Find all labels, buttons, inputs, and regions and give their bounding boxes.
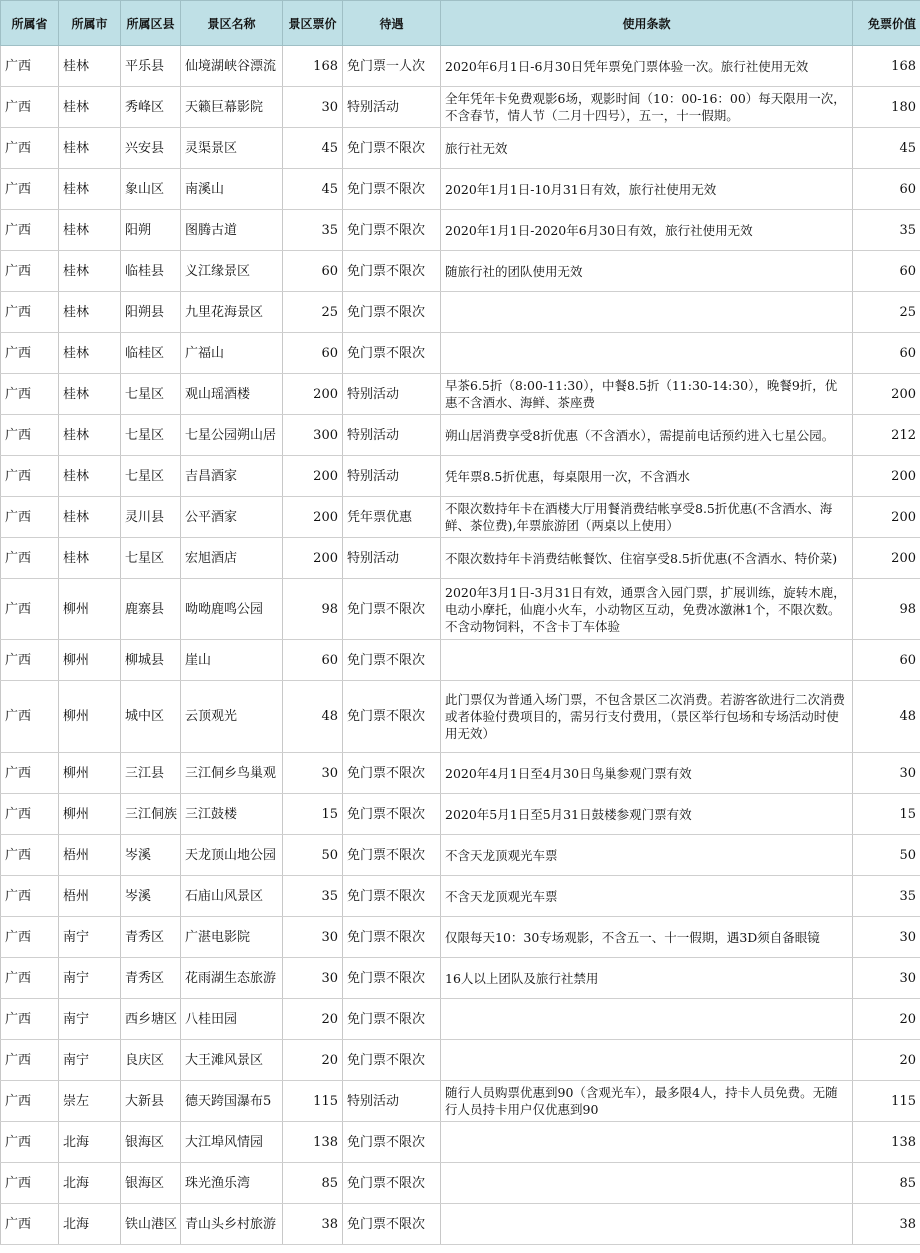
cell-ticket-price: 35 — [283, 210, 343, 251]
cell-benefit: 免门票不限次 — [343, 794, 441, 835]
cell-city: 柳州 — [59, 640, 121, 681]
cell-ticket-price: 60 — [283, 333, 343, 374]
cell-scenic-name: 花雨湖生态旅游 — [181, 958, 283, 999]
cell-terms: 朔山居消费享受8折优惠（不含酒水），需提前电话预约进入七星公园。 — [441, 415, 853, 456]
header-province: 所属省 — [1, 1, 59, 46]
table-row — [1, 46, 920, 87]
cell-free-value: 60 — [853, 169, 920, 210]
cell-province: 广西 — [1, 87, 59, 128]
cell-scenic-name: 石庙山风景区 — [181, 876, 283, 917]
cell-terms — [441, 1040, 853, 1081]
cell-district: 大新县 — [121, 1081, 181, 1122]
cell-free-value: 60 — [853, 251, 920, 292]
table-row — [1, 1204, 920, 1245]
header-benefit: 待遇 — [343, 1, 441, 46]
cell-terms: 2020年5月1日至5月31日鼓楼参观门票有效 — [441, 794, 853, 835]
cell-district: 阳朔县 — [121, 292, 181, 333]
cell-city: 桂林 — [59, 374, 121, 415]
cell-free-value: 20 — [853, 1040, 920, 1081]
cell-ticket-price: 20 — [283, 999, 343, 1040]
cell-benefit: 免门票不限次 — [343, 169, 441, 210]
cell-city: 梧州 — [59, 835, 121, 876]
cell-free-value: 200 — [853, 497, 920, 538]
cell-scenic-name: 七星公园朔山居 — [181, 415, 283, 456]
cell-province: 广西 — [1, 958, 59, 999]
cell-ticket-price: 45 — [283, 128, 343, 169]
cell-district: 西乡塘区 — [121, 999, 181, 1040]
cell-benefit: 免门票不限次 — [343, 292, 441, 333]
cell-ticket-price: 20 — [283, 1040, 343, 1081]
cell-ticket-price: 30 — [283, 958, 343, 999]
cell-terms: 随旅行社的团队使用无效 — [441, 251, 853, 292]
cell-district: 临桂区 — [121, 333, 181, 374]
table-row — [1, 958, 920, 999]
cell-district: 兴安县 — [121, 128, 181, 169]
cell-scenic-name: 灵渠景区 — [181, 128, 283, 169]
cell-scenic-name: 公平酒家 — [181, 497, 283, 538]
cell-district: 青秀区 — [121, 917, 181, 958]
cell-city: 桂林 — [59, 251, 121, 292]
cell-free-value: 35 — [853, 876, 920, 917]
cell-scenic-name: 九里花海景区 — [181, 292, 283, 333]
cell-benefit: 免门票不限次 — [343, 753, 441, 794]
cell-district: 柳城县 — [121, 640, 181, 681]
cell-district: 城中区 — [121, 681, 181, 753]
cell-scenic-name: 义江缘景区 — [181, 251, 283, 292]
cell-terms — [441, 999, 853, 1040]
cell-province: 广西 — [1, 999, 59, 1040]
table-row — [1, 1040, 920, 1081]
cell-terms: 2020年4月1日至4月30日鸟巢参观门票有效 — [441, 753, 853, 794]
cell-scenic-name: 仙境湖峡谷漂流 — [181, 46, 283, 87]
table-row — [1, 169, 920, 210]
cell-terms: 16人以上团队及旅行社禁用 — [441, 958, 853, 999]
cell-terms — [441, 1122, 853, 1163]
cell-district: 岑溪 — [121, 835, 181, 876]
cell-terms: 2020年1月1日-10月31日有效，旅行社使用无效 — [441, 169, 853, 210]
cell-benefit: 免门票一人次 — [343, 46, 441, 87]
cell-benefit: 免门票不限次 — [343, 681, 441, 753]
cell-benefit: 免门票不限次 — [343, 917, 441, 958]
cell-ticket-price: 300 — [283, 415, 343, 456]
cell-city: 柳州 — [59, 753, 121, 794]
cell-city: 桂林 — [59, 497, 121, 538]
cell-district: 象山区 — [121, 169, 181, 210]
cell-free-value: 35 — [853, 210, 920, 251]
cell-district: 平乐县 — [121, 46, 181, 87]
cell-city: 桂林 — [59, 87, 121, 128]
cell-benefit: 免门票不限次 — [343, 128, 441, 169]
cell-ticket-price: 30 — [283, 87, 343, 128]
cell-terms: 仅限每天10：30专场观影，不含五一、十一假期，遇3D须自备眼镜 — [441, 917, 853, 958]
cell-ticket-price: 168 — [283, 46, 343, 87]
cell-free-value: 168 — [853, 46, 920, 87]
cell-district: 七星区 — [121, 374, 181, 415]
cell-scenic-name: 南溪山 — [181, 169, 283, 210]
cell-free-value: 180 — [853, 87, 920, 128]
cell-ticket-price: 200 — [283, 374, 343, 415]
cell-terms: 不限次数持年卡消费结帐餐饮、住宿享受8.5折优惠(不含酒水、特价菜) — [441, 538, 853, 579]
cell-province: 广西 — [1, 876, 59, 917]
table-row — [1, 999, 920, 1040]
cell-free-value: 30 — [853, 753, 920, 794]
cell-district: 三江县 — [121, 753, 181, 794]
cell-free-value: 25 — [853, 292, 920, 333]
cell-benefit: 免门票不限次 — [343, 876, 441, 917]
cell-terms — [441, 640, 853, 681]
table-row — [1, 579, 920, 640]
cell-district: 银海区 — [121, 1163, 181, 1204]
cell-free-value: 30 — [853, 917, 920, 958]
cell-benefit: 免门票不限次 — [343, 210, 441, 251]
cell-province: 广西 — [1, 538, 59, 579]
cell-scenic-name: 观山瑶酒楼 — [181, 374, 283, 415]
cell-free-value: 38 — [853, 1204, 920, 1245]
cell-province: 广西 — [1, 128, 59, 169]
cell-free-value: 138 — [853, 1122, 920, 1163]
cell-scenic-name: 吉昌酒家 — [181, 456, 283, 497]
table-row — [1, 456, 920, 497]
table-row — [1, 374, 920, 415]
cell-province: 广西 — [1, 415, 59, 456]
cell-scenic-name: 三江侗乡鸟巢观 — [181, 753, 283, 794]
cell-terms — [441, 292, 853, 333]
cell-province: 广西 — [1, 46, 59, 87]
table-row — [1, 497, 920, 538]
cell-ticket-price: 48 — [283, 681, 343, 753]
table-row — [1, 210, 920, 251]
cell-terms: 凭年票8.5折优惠，每桌限用一次，不含酒水 — [441, 456, 853, 497]
cell-province: 广西 — [1, 292, 59, 333]
cell-city: 桂林 — [59, 210, 121, 251]
cell-district: 临桂县 — [121, 251, 181, 292]
cell-free-value: 30 — [853, 958, 920, 999]
cell-scenic-name: 大江埠风情园 — [181, 1122, 283, 1163]
cell-scenic-name: 崖山 — [181, 640, 283, 681]
table-row — [1, 753, 920, 794]
cell-scenic-name: 天龙顶山地公园 — [181, 835, 283, 876]
cell-terms: 2020年6月1日-6月30日凭年票免门票体验一次。旅行社使用无效 — [441, 46, 853, 87]
cell-free-value: 60 — [853, 640, 920, 681]
cell-district: 三江侗族 — [121, 794, 181, 835]
cell-ticket-price: 15 — [283, 794, 343, 835]
cell-province: 广西 — [1, 497, 59, 538]
cell-ticket-price: 38 — [283, 1204, 343, 1245]
cell-terms: 随行人员购票优惠到90（含观光车），最多限4人，持卡人员免费。无随行人员持卡用户仅优惠到90 — [441, 1081, 853, 1122]
table-row — [1, 835, 920, 876]
cell-city: 南宁 — [59, 1040, 121, 1081]
cell-city: 桂林 — [59, 292, 121, 333]
cell-terms: 不含天龙顶观光车票 — [441, 876, 853, 917]
table-row — [1, 87, 920, 128]
cell-terms — [441, 1204, 853, 1245]
cell-district: 鹿寨县 — [121, 579, 181, 640]
cell-province: 广西 — [1, 169, 59, 210]
cell-benefit: 免门票不限次 — [343, 958, 441, 999]
cell-province: 广西 — [1, 794, 59, 835]
table-row — [1, 917, 920, 958]
cell-free-value: 15 — [853, 794, 920, 835]
cell-city: 北海 — [59, 1163, 121, 1204]
cell-city: 桂林 — [59, 46, 121, 87]
cell-province: 广西 — [1, 333, 59, 374]
cell-benefit: 特别活动 — [343, 87, 441, 128]
cell-ticket-price: 50 — [283, 835, 343, 876]
cell-ticket-price: 138 — [283, 1122, 343, 1163]
cell-city: 北海 — [59, 1122, 121, 1163]
table-row — [1, 292, 920, 333]
cell-benefit: 特别活动 — [343, 1081, 441, 1122]
cell-province: 广西 — [1, 681, 59, 753]
cell-city: 桂林 — [59, 415, 121, 456]
cell-scenic-name: 广湛电影院 — [181, 917, 283, 958]
cell-province: 广西 — [1, 1122, 59, 1163]
table-row — [1, 681, 920, 753]
table-row — [1, 640, 920, 681]
cell-benefit: 免门票不限次 — [343, 999, 441, 1040]
cell-province: 广西 — [1, 1040, 59, 1081]
table-row — [1, 1081, 920, 1122]
table-row — [1, 538, 920, 579]
cell-ticket-price: 200 — [283, 497, 343, 538]
cell-ticket-price: 30 — [283, 753, 343, 794]
cell-province: 广西 — [1, 374, 59, 415]
cell-terms: 不限次数持年卡在酒楼大厅用餐消费结帐享受8.5折优惠(不含酒水、海鲜、茶位费),年票旅游团（两桌以上使用） — [441, 497, 853, 538]
cell-benefit: 免门票不限次 — [343, 1122, 441, 1163]
cell-province: 广西 — [1, 210, 59, 251]
header-free-value: 免票价值 — [853, 1, 920, 46]
cell-terms: 早茶6.5折（8:00-11:30），中餐8.5折（11:30-14:30），晚餐9折，优惠不含酒水、海鲜、茶座费 — [441, 374, 853, 415]
cell-district: 秀峰区 — [121, 87, 181, 128]
cell-terms: 全年凭年卡免费观影6场，观影时间（10：00-16：00）每天限用一次，不含春节，情人节（二月十四号），五一，十一假期。 — [441, 87, 853, 128]
cell-scenic-name: 珠光渔乐湾 — [181, 1163, 283, 1204]
cell-district: 七星区 — [121, 456, 181, 497]
cell-scenic-name: 德天跨国瀑布5 — [181, 1081, 283, 1122]
cell-free-value: 45 — [853, 128, 920, 169]
cell-ticket-price: 30 — [283, 917, 343, 958]
cell-city: 南宁 — [59, 958, 121, 999]
cell-scenic-name: 三江鼓楼 — [181, 794, 283, 835]
table-row — [1, 794, 920, 835]
cell-scenic-name: 广福山 — [181, 333, 283, 374]
cell-ticket-price: 60 — [283, 251, 343, 292]
cell-province: 广西 — [1, 1081, 59, 1122]
cell-city: 柳州 — [59, 681, 121, 753]
cell-scenic-name: 呦呦鹿鸣公园 — [181, 579, 283, 640]
cell-scenic-name: 宏旭酒店 — [181, 538, 283, 579]
cell-benefit: 凭年票优惠 — [343, 497, 441, 538]
table-row — [1, 876, 920, 917]
cell-scenic-name: 青山头乡村旅游 — [181, 1204, 283, 1245]
header-ticket-price: 景区票价 — [283, 1, 343, 46]
cell-ticket-price: 200 — [283, 456, 343, 497]
cell-benefit: 特别活动 — [343, 415, 441, 456]
cell-ticket-price: 98 — [283, 579, 343, 640]
cell-free-value: 48 — [853, 681, 920, 753]
header-district: 所属区县 — [121, 1, 181, 46]
cell-benefit: 免门票不限次 — [343, 835, 441, 876]
header-row — [1, 1, 920, 46]
cell-terms: 此门票仅为普通入场门票，不包含景区二次消费。若游客欲进行二次消费或者体验付费项目的，需另行支付费用，（景区举行包场和专场活动时使用无效） — [441, 681, 853, 753]
table-row — [1, 1163, 920, 1204]
cell-district: 良庆区 — [121, 1040, 181, 1081]
cell-scenic-name: 云顶观光 — [181, 681, 283, 753]
cell-free-value: 115 — [853, 1081, 920, 1122]
cell-free-value: 60 — [853, 333, 920, 374]
cell-district: 灵川县 — [121, 497, 181, 538]
cell-district: 银海区 — [121, 1122, 181, 1163]
cell-province: 广西 — [1, 753, 59, 794]
cell-benefit: 特别活动 — [343, 538, 441, 579]
cell-city: 桂林 — [59, 169, 121, 210]
cell-benefit: 免门票不限次 — [343, 1204, 441, 1245]
cell-district: 岑溪 — [121, 876, 181, 917]
cell-free-value: 85 — [853, 1163, 920, 1204]
cell-scenic-name: 大王滩风景区 — [181, 1040, 283, 1081]
cell-city: 崇左 — [59, 1081, 121, 1122]
cell-city: 桂林 — [59, 538, 121, 579]
cell-scenic-name: 八桂田园 — [181, 999, 283, 1040]
cell-ticket-price: 200 — [283, 538, 343, 579]
cell-benefit: 免门票不限次 — [343, 251, 441, 292]
table-row — [1, 415, 920, 456]
cell-city: 柳州 — [59, 579, 121, 640]
cell-benefit: 特别活动 — [343, 456, 441, 497]
cell-province: 广西 — [1, 251, 59, 292]
cell-province: 广西 — [1, 579, 59, 640]
cell-terms — [441, 333, 853, 374]
cell-free-value: 212 — [853, 415, 920, 456]
cell-terms: 不含天龙顶观光车票 — [441, 835, 853, 876]
cell-terms — [441, 1163, 853, 1204]
cell-district: 铁山港区 — [121, 1204, 181, 1245]
cell-city: 桂林 — [59, 333, 121, 374]
cell-terms: 2020年1月1日-2020年6月30日有效，旅行社使用无效 — [441, 210, 853, 251]
cell-district: 阳朔 — [121, 210, 181, 251]
cell-district: 七星区 — [121, 538, 181, 579]
cell-city: 梧州 — [59, 876, 121, 917]
cell-city: 北海 — [59, 1204, 121, 1245]
cell-terms: 2020年3月1日-3月31日有效，通票含入园门票，扩展训练，旋转木鹿，电动小摩托，仙鹿小火车，小动物区互动，免费冰激淋1个，不限次数。不含动物饲料，不含卡丁车体验 — [441, 579, 853, 640]
cell-city: 南宁 — [59, 917, 121, 958]
table-row — [1, 251, 920, 292]
cell-free-value: 200 — [853, 456, 920, 497]
cell-ticket-price: 115 — [283, 1081, 343, 1122]
cell-district: 青秀区 — [121, 958, 181, 999]
cell-free-value: 200 — [853, 538, 920, 579]
cell-ticket-price: 60 — [283, 640, 343, 681]
cell-province: 广西 — [1, 456, 59, 497]
cell-benefit: 特别活动 — [343, 374, 441, 415]
cell-province: 广西 — [1, 835, 59, 876]
cell-city: 桂林 — [59, 456, 121, 497]
cell-free-value: 98 — [853, 579, 920, 640]
cell-free-value: 200 — [853, 374, 920, 415]
cell-benefit: 免门票不限次 — [343, 333, 441, 374]
cell-benefit: 免门票不限次 — [343, 1040, 441, 1081]
table-row — [1, 128, 920, 169]
cell-free-value: 20 — [853, 999, 920, 1040]
cell-ticket-price: 35 — [283, 876, 343, 917]
cell-ticket-price: 45 — [283, 169, 343, 210]
cell-benefit: 免门票不限次 — [343, 640, 441, 681]
cell-terms: 旅行社无效 — [441, 128, 853, 169]
cell-scenic-name: 图腾古道 — [181, 210, 283, 251]
cell-province: 广西 — [1, 640, 59, 681]
header-scenic-name: 景区名称 — [181, 1, 283, 46]
cell-province: 广西 — [1, 1204, 59, 1245]
cell-free-value: 50 — [853, 835, 920, 876]
cell-city: 南宁 — [59, 999, 121, 1040]
cell-province: 广西 — [1, 917, 59, 958]
table-row — [1, 333, 920, 374]
cell-city: 桂林 — [59, 128, 121, 169]
cell-benefit: 免门票不限次 — [343, 579, 441, 640]
cell-city: 柳州 — [59, 794, 121, 835]
cell-scenic-name: 天籁巨幕影院 — [181, 87, 283, 128]
cell-benefit: 免门票不限次 — [343, 1163, 441, 1204]
cell-ticket-price: 85 — [283, 1163, 343, 1204]
cell-province: 广西 — [1, 1163, 59, 1204]
table-body — [1, 46, 920, 1245]
table-row — [1, 1122, 920, 1163]
header-terms: 使用条款 — [441, 1, 853, 46]
cell-district: 七星区 — [121, 415, 181, 456]
cell-ticket-price: 25 — [283, 292, 343, 333]
header-city: 所属市 — [59, 1, 121, 46]
